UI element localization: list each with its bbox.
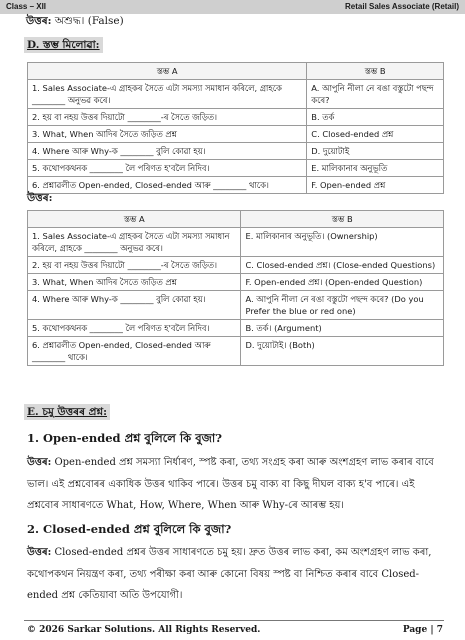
answer-label: উত্তৰ:: [27, 547, 52, 558]
answer-2-text: Closed-ended প্ৰশ্নৰ উত্তৰ সাধাৰণতে চমু হয়। দ্ৰুত উত্তৰ লাভ কৰা, কম অংশগ্ৰহণ লাভ কৰা, কথোপকথন নিয়ন্ত্ৰণ কৰা, তথ্য পৰীক্ষা কৰা আৰু কোনো বিষয় স্পষ্ট বা নিশ্চিত কৰাৰ বাবে Closed-ended প্ৰশ্ন কেতিয়াবা অতি উপযোগী।: [27, 547, 432, 601]
column-a-cell: 3. What, When আদিৰ সৈতে জড়িত প্ৰশ্ন: [28, 126, 307, 143]
column-b-cell: D. দুয়োটাই। (Both): [241, 337, 444, 366]
table-row: [28, 320, 444, 337]
column-b-cell: F. Open-ended প্ৰশ্ন: [307, 177, 444, 194]
footer-page-number: Page | 7: [402, 625, 443, 635]
column-a-cell: 6. প্ৰশ্নাৱলীত Open-ended, Closed-ended আৰু ________ থাকে।: [28, 177, 307, 194]
footer-copyright: © 2026 Sarkar Solutions. All Rights Reserved.: [27, 625, 261, 635]
table-row: [28, 160, 444, 177]
column-b-cell: E. মালিকানাৰ অনুভূতি: [307, 160, 444, 177]
footer-divider: [24, 620, 444, 621]
header-course: Retail Sales Associate (Retail): [345, 2, 459, 11]
answer-label: উত্তৰ:: [27, 457, 52, 468]
column-b-cell: B. তৰ্ক: [307, 109, 444, 126]
table-row: [28, 80, 444, 109]
column-b-cell: B. তৰ্ক। (Argument): [241, 320, 444, 337]
column-b-cell: C. Closed-ended প্ৰশ্ন: [307, 126, 444, 143]
column-b-cell: D. দুয়োটাই: [307, 143, 444, 160]
column-b-cell: A. আপুনি নীলা নে ৰঙা বস্তুটো পছন্দ কৰে? (Do you Prefer the blue or red one): [241, 291, 444, 320]
column-b-cell: E. মালিকানাৰ অনুভূতি। (Ownership): [241, 228, 444, 257]
column-a-cell: 1. Sales Associate-এ গ্ৰাহকৰ সৈতে এটা সমস্যা সমাধান কৰিলে, গ্ৰাহকে ________ অনুভৱ কৰে।: [28, 80, 307, 109]
column-b-cell: A. আপুনি নীলা নে ৰঙা বস্তুটো পছন্দ কৰে?: [307, 80, 444, 109]
column-b-cell: F. Open-ended প্ৰশ্ন। (Open-ended Question): [241, 274, 444, 291]
table-row: [28, 228, 444, 257]
answer-1: [27, 452, 442, 517]
table-row: [28, 177, 444, 194]
table-row: [28, 274, 444, 291]
header-class: Class – XII: [6, 2, 47, 11]
section-d-title: D. স্তম্ভ মিলোৱা:: [24, 37, 103, 53]
column-b-header: স্তম্ভ B: [241, 211, 444, 228]
question-2: 2. Closed-ended প্ৰশ্ন বুলিলে কি বুজা?: [27, 522, 232, 536]
answer-heading: উত্তৰ:: [27, 192, 53, 204]
match-table-answer: [27, 210, 444, 366]
column-a-cell: 5. কথোপকথনক ________ লৈ পৰিণত হ'বলৈ নিদিব।: [28, 160, 307, 177]
answer-2: [27, 542, 442, 607]
column-a-header: স্তম্ভ A: [28, 63, 307, 80]
answer-text: অশুদ্ধ। (False): [51, 15, 124, 27]
section-d-heading: [27, 38, 103, 55]
column-b-header: স্তম্ভ B: [307, 63, 444, 80]
column-a-cell: 4. Where আৰু Why-ক ________ বুলি কোৱা হয়।: [28, 143, 307, 160]
table-row: [28, 109, 444, 126]
column-a-cell: 3. What, When আদিৰ সৈতে জড়িত প্ৰশ্ন: [28, 274, 241, 291]
top-answer: [26, 14, 124, 31]
table-row: [28, 126, 444, 143]
column-a-cell: 2. হয় বা নহয় উত্তৰ দিয়াটো ________-ৰ সৈতে জড়িত।: [28, 109, 307, 126]
column-a-cell: 6. প্ৰশ্নাৱলীত Open-ended, Closed-ended আৰু ________ থাকে।: [28, 337, 241, 366]
table-row: [28, 337, 444, 366]
column-b-cell: C. Closed-ended প্ৰশ্ন। (Close-ended Questions): [241, 257, 444, 274]
column-a-cell: 5. কথোপকথনক ________ লৈ পৰিণত হ'বলৈ নিদিব।: [28, 320, 241, 337]
table-row: [28, 257, 444, 274]
column-a-cell: 1. Sales Associate-এ গ্ৰাহকৰ সৈতে এটা সমস্যা সমাধান কৰিলে, গ্ৰাহকে ________ অনুভৱ কৰে।: [28, 228, 241, 257]
answer-label: উত্তৰ:: [26, 15, 52, 27]
column-a-cell: 2. হয় বা নহয় উত্তৰ দিয়াটো ________-ৰ সৈতে জড়িত।: [28, 257, 241, 274]
column-a-header: স্তম্ভ A: [28, 211, 241, 228]
answer-1-text: Open-ended প্ৰশ্ন সমস্যা নিৰ্ধাৰণ, স্পষ্ট কৰা, তথ্য সংগ্ৰহ কৰা আৰু অংশগ্ৰহণ লাভ কৰাৰ বাবে ভাল। এই প্ৰশ্নবোৰৰ একাধিক উত্তৰ থাকিব পাৰে। উত্তৰ চমু বাক্য বা কিছু দীঘল বাক্য হ'ব পাৰে। এই প্ৰশ্নবোৰ সাধাৰণতে What, How, Where, When আৰু Why-ৰে আৰম্ভ হয়।: [27, 457, 434, 511]
section-e-title: E. চমু উত্তৰৰ প্ৰশ্ন:: [24, 404, 110, 420]
column-a-cell: 4. Where আৰু Why-ক ________ বুলি কোৱা হয়।: [28, 291, 241, 320]
match-table-question: [27, 62, 444, 194]
question-1: 1. Open-ended প্ৰশ্ন বুলিলে কি বুজা?: [27, 431, 222, 445]
section-e-heading: [27, 405, 110, 422]
table-row: [28, 291, 444, 320]
page-header: [0, 0, 465, 14]
table-row: [28, 143, 444, 160]
